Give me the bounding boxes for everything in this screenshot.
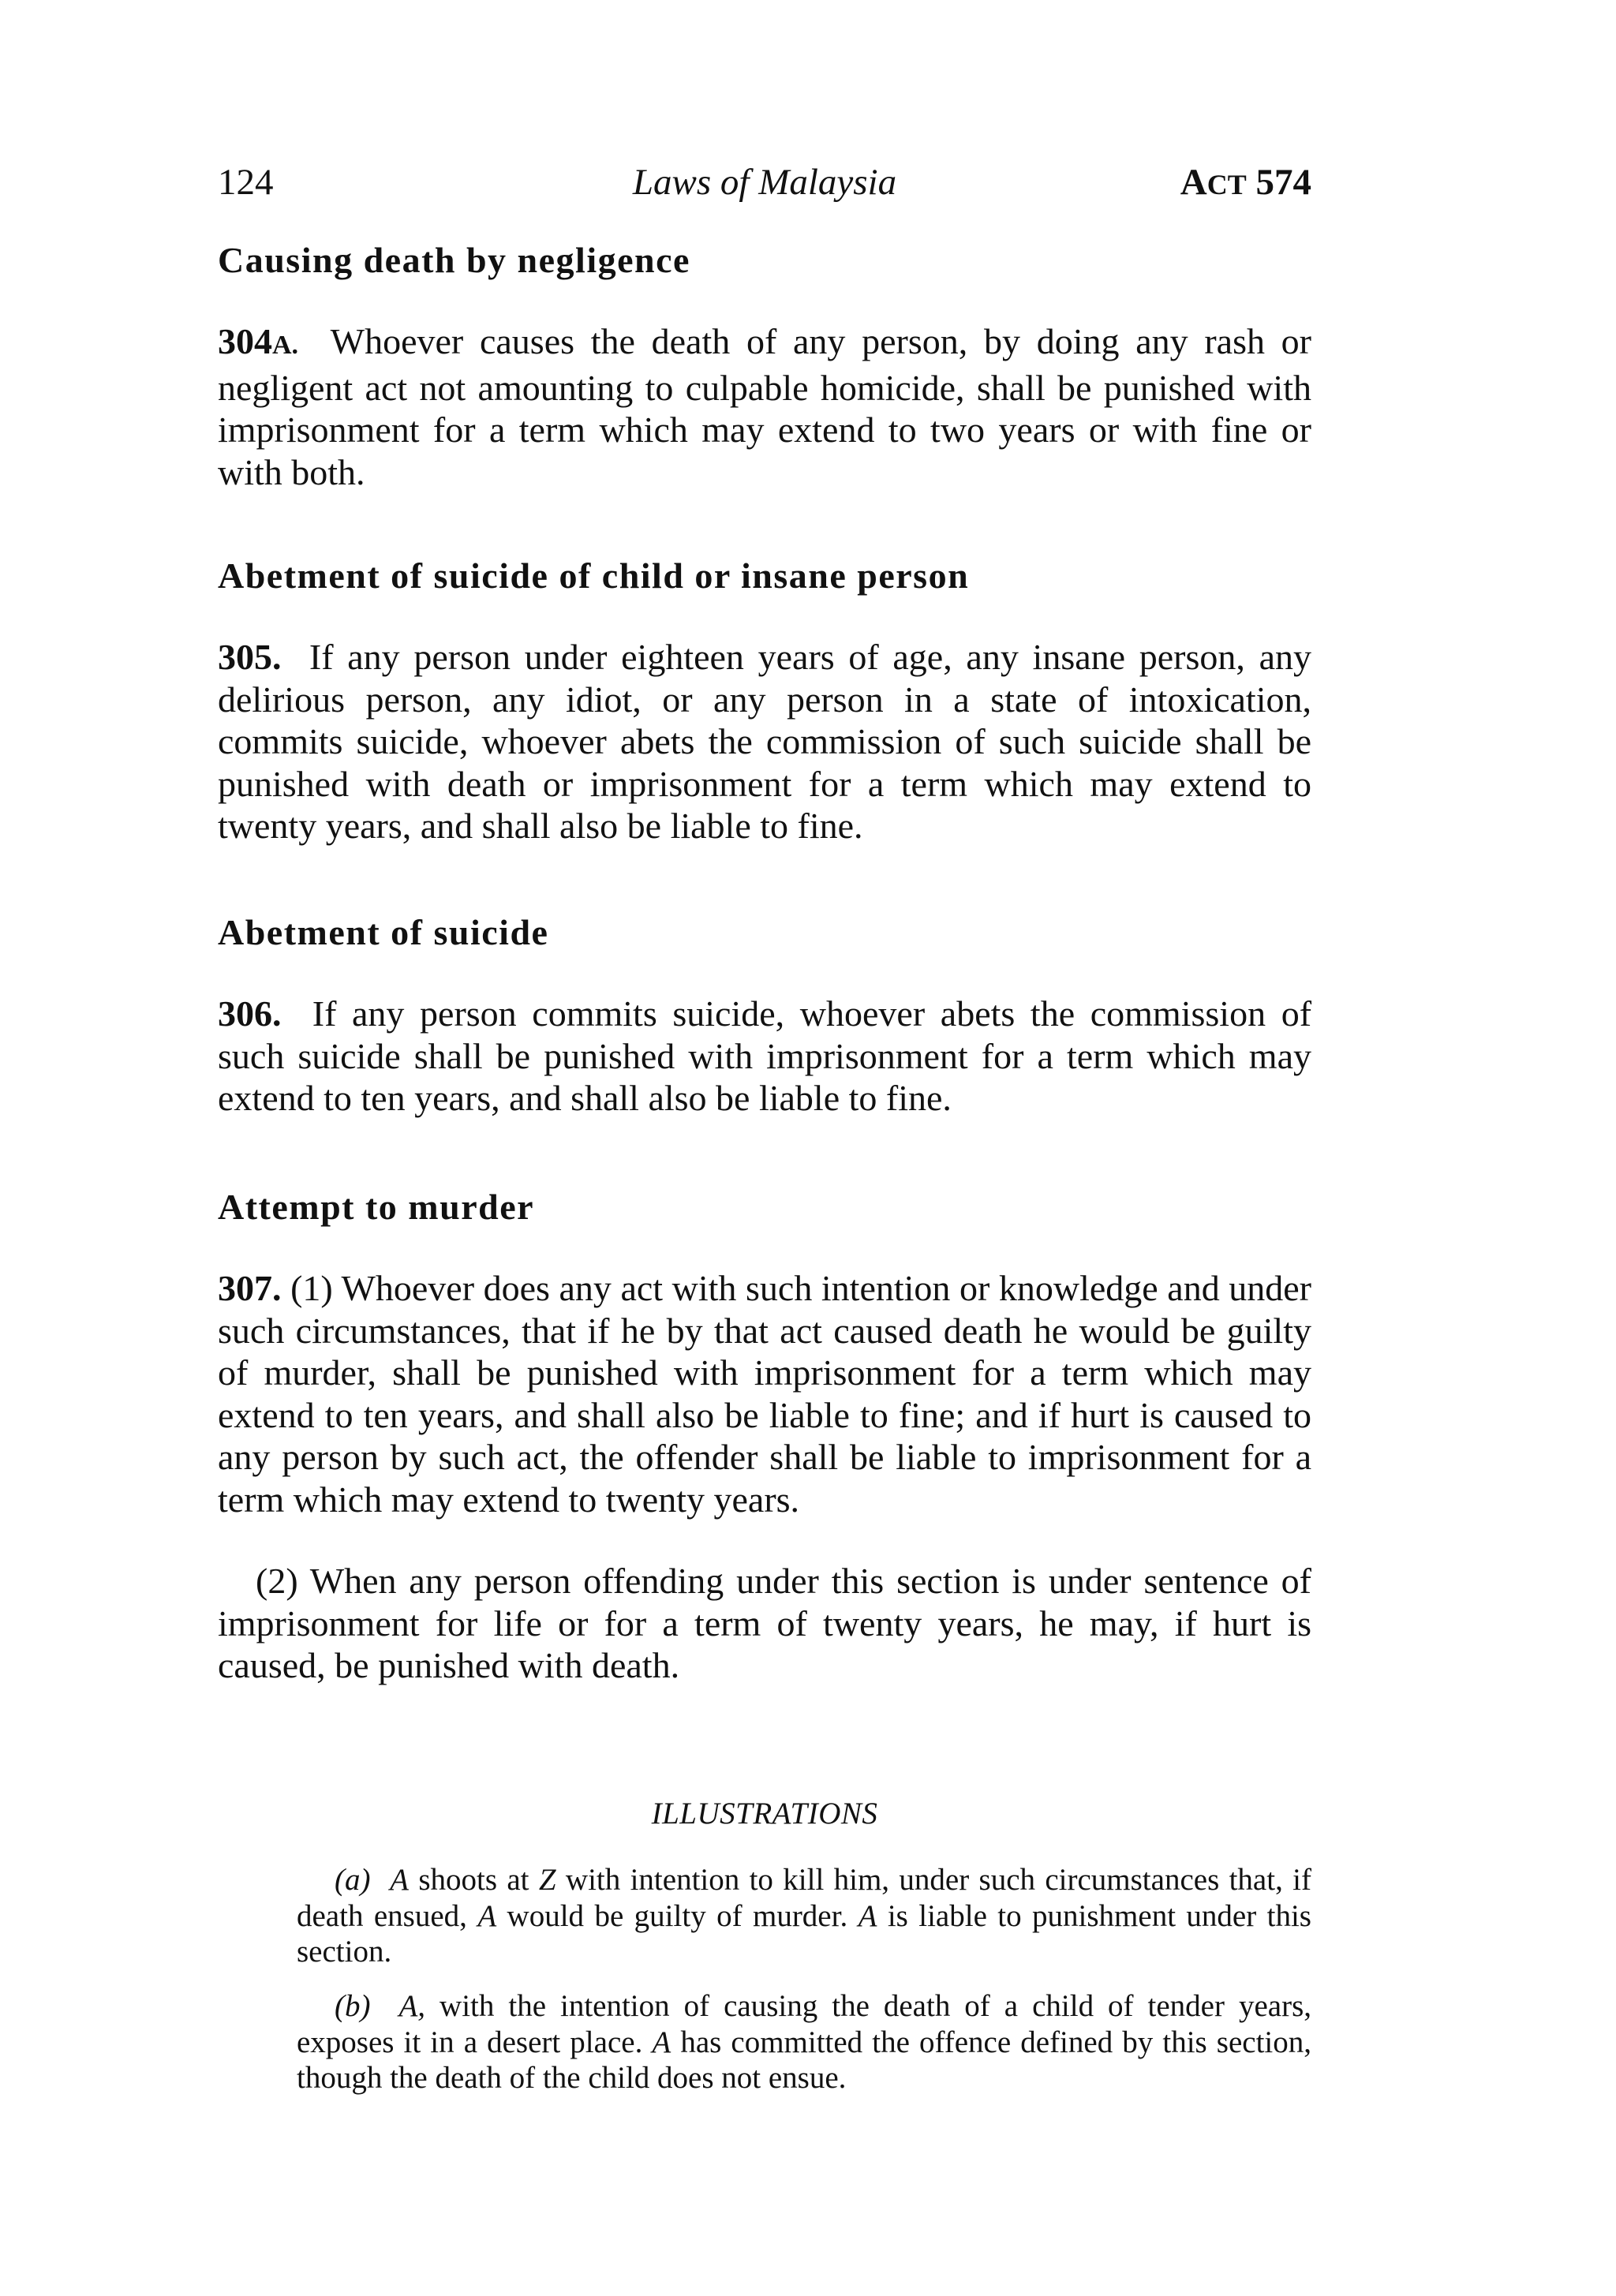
section-text: 304A. Whoever causes the death of any person, by doing any rash or negligent act not amounting to culpable homicide, shall be punished with imprisonment for a term which may extend to two years or with fine or with both. <box>218 321 1311 492</box>
running-header <box>218 156 1311 208</box>
section-heading: Abetment of suicide <box>218 912 549 952</box>
section-number: 306. <box>218 993 282 1034</box>
page-number: 124 <box>218 162 274 203</box>
section-heading: Causing death by negligence <box>218 240 690 280</box>
subsection-2: (2) When any person offending under this section is under sentence of imprisonment for life or for a term of twenty years, he may, if hurt is caused, be punished with death. <box>218 1561 1311 1685</box>
section-305 <box>218 552 1311 847</box>
section-number: 305. <box>218 637 282 677</box>
section-number: 307. <box>218 1268 282 1308</box>
illustrations-block <box>218 1794 1311 1834</box>
publication-title: Laws of Malaysia <box>632 162 897 203</box>
document-page <box>218 0 1311 2296</box>
section-heading: Attempt to murder <box>218 1187 535 1227</box>
section-text: 305. If any person under eighteen years of age, any insane person, any delirious person, any idiot, or any person in a state of intoxication, commits suicide, whoever abets the commission of such suicide shall be punished with death or imprisonment for a term which may extend to twenty years, and shall also be liable to fine. <box>218 637 1312 846</box>
illustration-b: (b) A, with the intention of causing the death of a child of tender years, exposes it in a desert place. A has committed the offence defined by this section, though the death of the child does not ensue. <box>297 1989 1311 2095</box>
act-number: ACT 574 <box>1180 162 1311 203</box>
section-text: 306. If any person commits suicide, whoever abets the commission of such suicide shall be punished with imprisonment for a term which may extend to ten years, and shall also be liable to fine. <box>218 993 1312 1118</box>
section-number: 304A. <box>218 321 299 361</box>
section-304a <box>218 237 1311 493</box>
section-text: 307. (1) Whoever does any act with such intention or knowledge and under such circumstances, that if he by that act caused death he would be guilty of murder, shall be punished with imprisonment for a term which may extend to ten years, and shall also be liable to fine; and if hurt is caused to any person by such act, the offender shall be liable to imprisonment for a term which may extend to twenty years. <box>218 1268 1312 1520</box>
section-307 <box>218 1184 1311 1687</box>
illustrations-heading: ILLUSTRATIONS <box>651 1797 878 1830</box>
illustration-a: (a) A shoots at Z with intention to kill him, under such circumstances that, if death ensued, A would be guilty of murder. A is liable to punishment under this section. <box>297 1863 1311 1969</box>
section-heading: Abetment of suicide of child or insane person <box>218 555 970 596</box>
section-306 <box>218 909 1311 1120</box>
